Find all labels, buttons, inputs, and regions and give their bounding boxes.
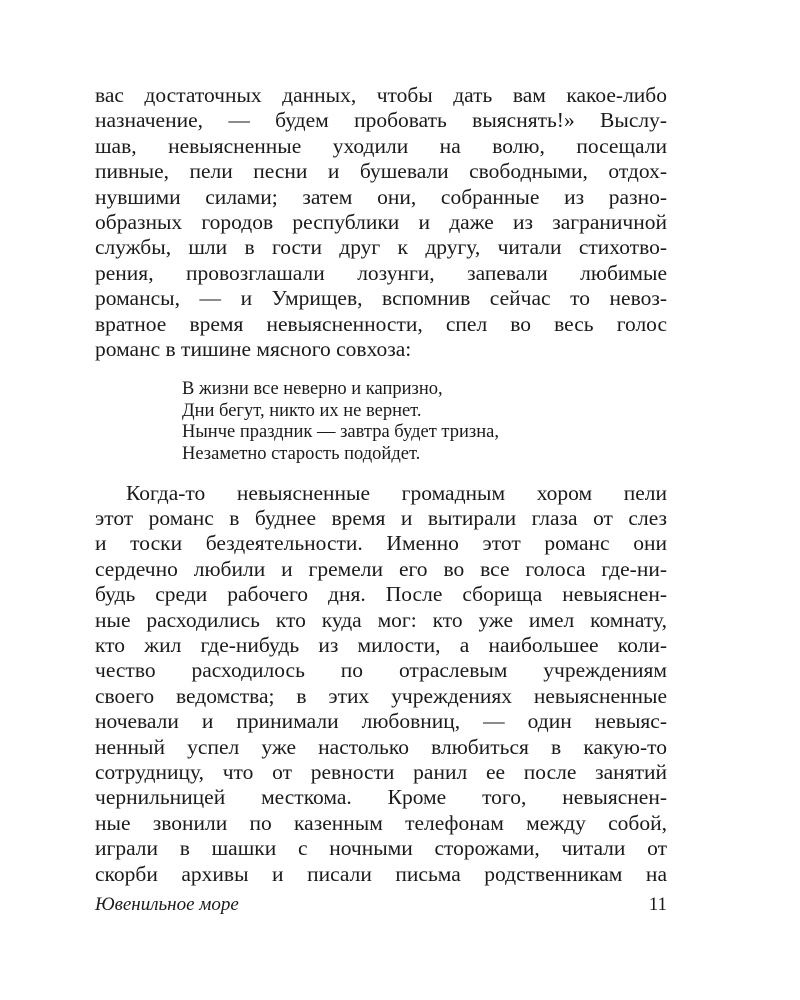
text-line: вас достаточных данных, чтобы дать вам какое-либо: [95, 83, 667, 107]
text-line: и тоски бездеятельности. Именно этот романс они: [95, 531, 667, 556]
text-line: пивные, пели песни и бушевали свободными, отдох-: [95, 159, 667, 184]
text-line: нувшими силами; затем они, собранные из разно-: [95, 184, 667, 209]
poem-line: Нынче праздник — завтра будет тризна,: [182, 422, 499, 443]
page-number: 11: [648, 894, 667, 915]
text-line: вратное время невыясненности, спел во весь голос: [95, 311, 667, 336]
poem-stanza: [182, 379, 667, 465]
text-line: сердечно любили и гремели его во все голоса где-ни-: [95, 556, 667, 581]
page-body: [95, 83, 667, 887]
text-line: ночевали и принимали любовниц, — один невыяс-: [95, 709, 667, 734]
poem-line: В жизни все неверно и капризно,: [182, 379, 443, 400]
text-line: романсы, — и Умрищев, вспомнив сейчас то невоз-: [95, 286, 667, 311]
text-line: будь среди рабочего дня. После сборища невыяснен-: [95, 582, 667, 607]
paragraph-1: [95, 83, 667, 362]
text-line: ненный успел уже настолько влюбиться в какую-то: [95, 734, 667, 759]
text-line: чернильницей месткома. Кроме того, невыяснен-: [95, 785, 667, 810]
poem-line: Незаметно старость подойдет.: [182, 444, 421, 465]
paragraph-2: [95, 481, 667, 887]
running-title: Ювенильное море: [95, 894, 239, 915]
text-line: рения, провозглашали лозунги, запевали любимые: [95, 260, 667, 285]
text-line: скорби архивы и писали письма родственникам на: [95, 861, 667, 886]
text-line: назначение, — будем пробовать выяснять!» Выслу-: [95, 108, 667, 133]
text-line: сотрудницу, что от ревности ранил ее после занятий: [95, 759, 667, 784]
text-line: службы, шли в гости друг к другу, читали стихотво-: [95, 235, 667, 260]
text-line: ные звонили по казенным телефонам между собой,: [95, 810, 667, 835]
text-line: этот романс в буднее время и вытирали глаза от слез: [95, 506, 667, 531]
text-line: играли в шашки с ночными сторожами, читали от: [95, 836, 667, 861]
text-line: чество расходилось по отраслевым учреждениям: [95, 658, 667, 683]
text-line: образных городов республики и даже из заграничной: [95, 209, 667, 234]
text-line: ные расходились кто куда мог: кто уже имел комнату,: [95, 607, 667, 632]
poem-line: Дни бегут, никто их не вернет.: [182, 400, 422, 421]
text-line: шав, невыясненные уходили на волю, посещали: [95, 133, 667, 158]
text-line: романс в тишине мясного совхоза:: [95, 336, 412, 361]
text-line: своего ведомства; в этих учреждениях невыясненные: [95, 683, 667, 708]
text-line: Когда-то невыясненные громадным хором пели: [126, 480, 667, 505]
page-footer: [95, 894, 667, 916]
text-line: кто жил где-нибудь из милости, а наибольшее коли-: [95, 633, 667, 658]
